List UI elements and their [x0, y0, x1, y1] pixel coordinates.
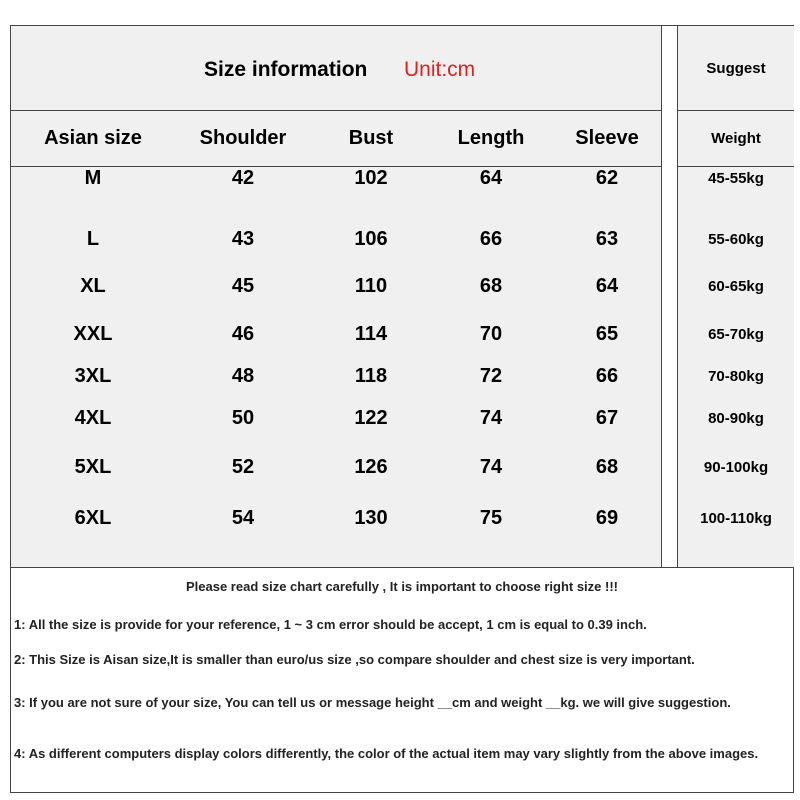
table-cell-bust: 118 [354, 365, 388, 387]
table-cell-weight: 65-70kg [708, 326, 764, 343]
divider [678, 166, 794, 167]
table-cell-weight: 55-60kg [708, 231, 764, 248]
table-cell-length: 68 [479, 275, 503, 297]
note-item: 3: If you are not sure of your size, You can tell us or message height __cm and weight __kg. we will give suggestion. [14, 695, 731, 710]
unit-label: Unit:cm [404, 58, 476, 81]
table-cell-shoulder: 42 [231, 167, 255, 189]
table-cell-size: 3XL [74, 365, 112, 387]
table-cell-weight: 100-110kg [700, 510, 772, 527]
table-cell-bust: 122 [354, 407, 388, 429]
table-cell-size: M [84, 167, 102, 189]
table-cell-shoulder: 46 [231, 323, 255, 345]
weight-header: Weight [711, 130, 761, 147]
table-cell-length: 72 [479, 365, 503, 387]
table-cell-length: 64 [479, 167, 503, 189]
table-cell-bust: 110 [354, 275, 388, 297]
table-cell-sleeve: 68 [595, 456, 619, 478]
table-cell-weight: 60-65kg [708, 278, 764, 295]
note-item: 1: All the size is provide for your reference, 1 ~ 3 cm error should be accept, 1 cm is equal to 0.39 inch. [14, 617, 647, 632]
table-cell-shoulder: 50 [231, 407, 255, 429]
column-header-bust: Bust [348, 127, 394, 149]
table-cell-weight: 80-90kg [708, 410, 764, 427]
table-cell-sleeve: 66 [595, 365, 619, 387]
table-cell-size: XL [80, 275, 106, 297]
divider [11, 567, 793, 568]
table-cell-sleeve: 64 [595, 275, 619, 297]
column-header-asian-size: Asian size [44, 127, 142, 149]
table-cell-sleeve: 65 [595, 323, 619, 345]
table-cell-bust: 106 [354, 228, 388, 250]
size-table [11, 26, 662, 567]
table-cell-length: 66 [479, 228, 503, 250]
divider [11, 110, 661, 111]
column-header-length: Length [457, 127, 525, 149]
table-cell-size: 6XL [74, 507, 112, 529]
table-cell-shoulder: 52 [231, 456, 255, 478]
suggest-column [677, 26, 794, 567]
table-cell-bust: 102 [354, 167, 388, 189]
note-item: 2: This Size is Aisan size,It is smaller than euro/us size ,so compare shoulder and chest size is very important. [14, 652, 695, 667]
divider [678, 110, 794, 111]
table-cell-shoulder: 45 [231, 275, 255, 297]
table-cell-shoulder: 54 [231, 507, 255, 529]
table-cell-bust: 130 [354, 507, 388, 529]
column-header-sleeve: Sleeve [575, 127, 639, 149]
table-cell-weight: 90-100kg [703, 459, 769, 476]
chart-title: Size information [204, 58, 368, 81]
table-cell-size: L [86, 228, 100, 250]
table-cell-length: 75 [479, 507, 503, 529]
notes-title: Please read size chart carefully , It is important to choose right size !!! [185, 579, 618, 594]
table-cell-sleeve: 62 [595, 167, 619, 189]
table-cell-length: 74 [479, 407, 503, 429]
table-cell-size: 5XL [74, 456, 112, 478]
table-cell-size: XXL [73, 323, 113, 345]
table-cell-weight: 45-55kg [708, 170, 764, 187]
table-cell-bust: 126 [354, 456, 388, 478]
table-cell-sleeve: 67 [595, 407, 619, 429]
table-cell-sleeve: 69 [595, 507, 619, 529]
column-gap [662, 26, 677, 567]
table-cell-bust: 114 [354, 323, 388, 345]
table-cell-size: 4XL [74, 407, 112, 429]
table-cell-shoulder: 48 [231, 365, 255, 387]
column-header-shoulder: Shoulder [199, 127, 287, 149]
size-chart [10, 25, 794, 793]
table-cell-sleeve: 63 [595, 228, 619, 250]
table-cell-length: 74 [479, 456, 503, 478]
table-cell-shoulder: 43 [231, 228, 255, 250]
table-cell-weight: 70-80kg [708, 368, 764, 385]
table-cell-length: 70 [479, 323, 503, 345]
suggest-header: Suggest [706, 60, 766, 77]
note-item: 4: As different computers display colors differently, the color of the actual item may vary slightly from the above images. [14, 746, 759, 761]
